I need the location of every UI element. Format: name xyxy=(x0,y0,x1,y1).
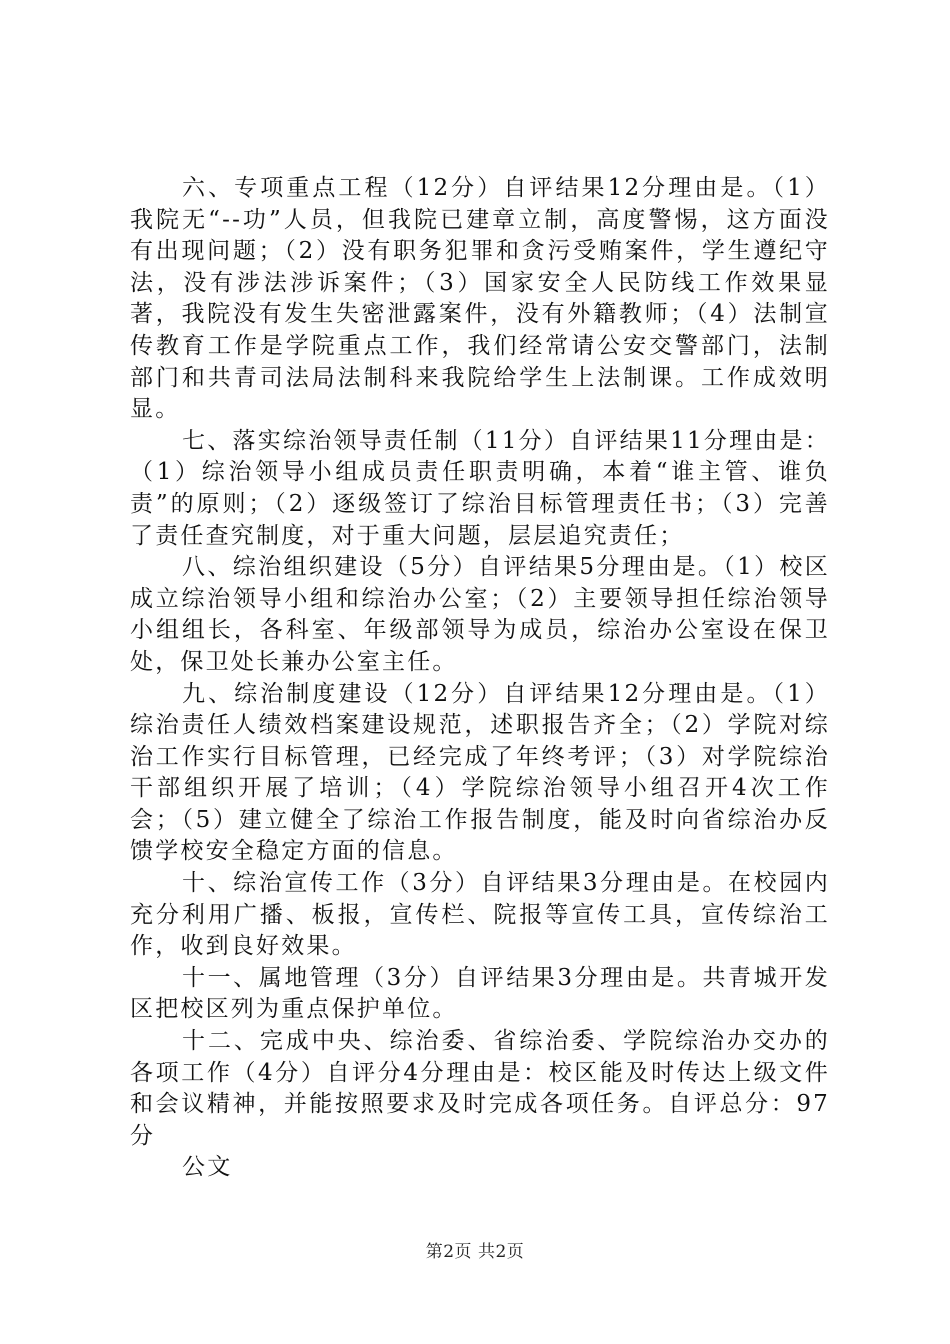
paragraph-section-9: 九、综治制度建设（12分）自评结果12分理由是。（1）综治责任人绩效档案建设规范，述职报告齐全；（2）学院对综治工作实行目标管理，已经完成了年终考评；（3）对学院综治干部组织开展了培训；（4）学院综治领导小组召开4次工作会；（5）建立健全了综治工作报告制度，能及时向省综治办反馈学校安全稳定方面的信息。 xyxy=(130,680,830,865)
paragraph-section-12: 十二、完成中央、综治委、省综治委、学院综治办交办的各项工作（4分）自评分4分理由是：校区能及时传达上级文件和会议精神，并能按照要求及时完成各项任务。自评总分：97分 xyxy=(130,1028,830,1149)
paragraph-section-7: 七、落实综治领导责任制（11分）自评结果11分理由是：（1）综治领导小组成员责任职责明确，本着“谁主管、谁负责”的原则；（2）逐级签订了综治目标管理责任书；（3）完善了责任查究制度，对于重大问题，层层追究责任； xyxy=(130,427,830,549)
document-body xyxy=(130,173,830,1184)
paragraph-closing: 公文 xyxy=(182,1154,233,1181)
page-number-footer: 第2页 共2页 xyxy=(425,1242,525,1262)
paragraph-section-11: 十一、属地管理（3分）自评结果3分理由是。共青城开发区把校区列为重点保护单位。 xyxy=(130,964,830,1023)
paragraph-section-6: 六、专项重点工程（12分）自评结果12分理由是。（1）我院无“--功”人员，但我院已建章立制，高度警惕，这方面没有出现问题；（2）没有职务犯罪和贪污受贿案件，学生遵纪守法，没有涉法涉诉案件；（3）国家安全人民防线工作效果显著，我院没有发生失密泄露案件，没有外籍教师；（4）法制宣传教育工作是学院重点工作，我们经常请公安交警部门，法制部门和共青司法局法制科来我院给学生上法制课。工作成效明显。 xyxy=(130,175,830,423)
paragraph-section-8: 八、综治组织建设（5分）自评结果5分理由是。（1）校区成立综治领导小组和综治办公室；（2）主要领导担任综治领导小组组长，各科室、年级部领导为成员，综治办公室设在保卫处，保卫处长兼办公室主任。 xyxy=(130,554,830,675)
paragraph-section-10: 十、综治宣传工作（3分）自评结果3分理由是。在校园内充分利用广播、板报，宣传栏、院报等宣传工具，宣传综治工作，收到良好效果。 xyxy=(130,870,830,960)
